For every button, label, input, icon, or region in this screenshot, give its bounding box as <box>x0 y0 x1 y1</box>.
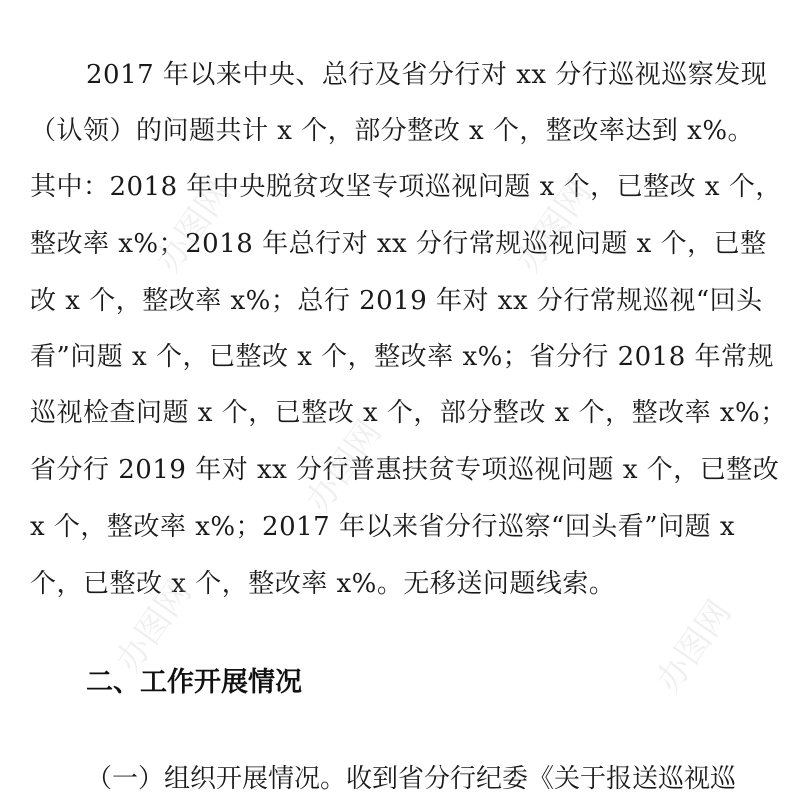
paragraph-line-5: 改 x 个，整改率 x%；总行 2019 年对 xx 分行常规巡视“回头 <box>30 286 763 316</box>
section-heading: 二、工作开展情况 <box>86 667 302 698</box>
paragraph-line-3: 其中：2018 年中央脱贫攻坚专项巡视问题 x 个，已整改 x 个， <box>30 172 782 202</box>
paragraph-line-6: 看”问题 x 个，已整改 x 个，整改率 x%；省分行 2018 年常规 <box>30 342 775 372</box>
paragraph-line-2: （认领）的问题共计 x 个，部分整改 x 个，整改率达到 x%。 <box>30 116 755 146</box>
paragraph-line-10: 个，已整改 x 个，整改率 x%。无移送问题线索。 <box>30 569 616 599</box>
paragraph-line-7: 巡视检查问题 x 个，已整改 x 个，部分整改 x 个，整改率 x%； <box>30 398 787 428</box>
watermark-logo: 办图网 <box>648 593 740 700</box>
paragraph-line-4: 整改率 x%；2018 年总行对 xx 分行常规巡视问题 x 个，已整 <box>30 229 767 259</box>
watermark-logo: 办图网 <box>298 413 390 520</box>
watermark-logo: 办图网 <box>148 173 240 280</box>
paragraph-line-1: 2017 年以来中央、总行及省分行对 xx 分行巡视巡察发现 <box>86 60 768 90</box>
paragraph-line-9: x 个，整改率 x%；2017 年以来省分行巡察“回头看”问题 x <box>30 512 736 542</box>
subsection-line: （一）组织开展情况。收到省分行纪委《关于报送巡视巡 <box>86 764 737 794</box>
watermark-logo: 办图网 <box>508 173 600 280</box>
paragraph-line-8: 省分行 2019 年对 xx 分行普惠扶贫专项巡视问题 x 个，已整改 <box>30 455 780 485</box>
watermark-logo: 办图网 <box>108 573 200 680</box>
